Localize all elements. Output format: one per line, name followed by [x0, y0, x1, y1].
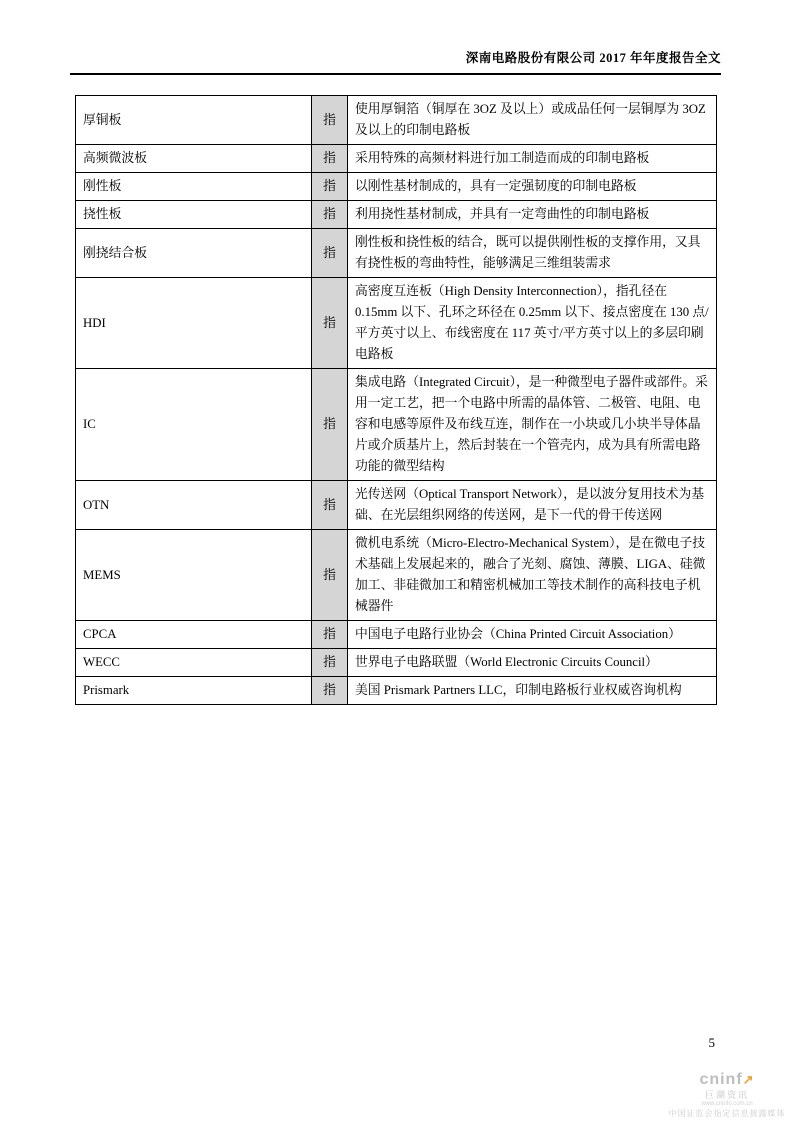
- zhi-cell: 指: [312, 649, 348, 677]
- term-cell: WECC: [76, 649, 312, 677]
- definition-cell: 利用挠性基材制成，并具有一定弯曲性的印制电路板: [348, 201, 717, 229]
- table-row: [76, 530, 717, 621]
- zhi-cell: 指: [312, 481, 348, 530]
- table-row: [76, 677, 717, 705]
- definition-cell: 集成电路（Integrated Circuit），是一种微型电子器件或部件。采用一定工艺，把一个电路中所需的晶体管、二极管、电阻、电容和电感等原件及布线互连，制作在一小块或几小块半导体晶片或介质基片上，然后封装在一个管壳内，成为具有所需电路功能的微型结构: [348, 369, 717, 481]
- cninfo-watermark: [667, 1070, 787, 1119]
- term-cell: 刚挠结合板: [76, 229, 312, 278]
- definition-cell: 光传送网（Optical Transport Network），是以波分复用技术为基础、在光层组织网络的传送网，是下一代的骨干传送网: [348, 481, 717, 530]
- definition-cell: 高密度互连板（High Density Interconnection），指孔径在 0.15mm 以下、孔环之环径在 0.25mm 以下、接点密度在 130 点/平方英寸以上、布线密度在 117 英寸/平方英寸以上的多层印刷电路板: [348, 278, 717, 369]
- term-cell: MEMS: [76, 530, 312, 621]
- definition-cell: 世界电子电路联盟（World Electronic Circuits Council）: [348, 649, 717, 677]
- definition-cell: 使用厚铜箔（铜厚在 3OZ 及以上）或成品任何一层铜厚为 3OZ 及以上的印制电路板: [348, 96, 717, 145]
- zhi-cell: 指: [312, 145, 348, 173]
- table-row: [76, 621, 717, 649]
- definition-cell: 中国电子电路行业协会（China Printed Circuit Association）: [348, 621, 717, 649]
- zhi-cell: 指: [312, 530, 348, 621]
- table-row: [76, 369, 717, 481]
- definition-cell: 以刚性基材制成的，具有一定强韧度的印制电路板: [348, 173, 717, 201]
- definition-cell: 采用特殊的高频材料进行加工制造而成的印制电路板: [348, 145, 717, 173]
- watermark-brand: 巨潮资讯: [704, 1090, 749, 1100]
- table-row: [76, 201, 717, 229]
- zhi-cell: 指: [312, 96, 348, 145]
- watermark-caption: 中国证监会指定信息披露媒体: [668, 1108, 786, 1118]
- table-row: [76, 278, 717, 369]
- table-row: [76, 173, 717, 201]
- definition-cell: 刚性板和挠性板的结合，既可以提供刚性板的支撑作用，又具有挠性板的弯曲特性，能够满足三维组装需求: [348, 229, 717, 278]
- zhi-cell: 指: [312, 201, 348, 229]
- term-cell: CPCA: [76, 621, 312, 649]
- zhi-cell: 指: [312, 621, 348, 649]
- term-cell: 厚铜板: [76, 96, 312, 145]
- term-cell: 刚性板: [76, 173, 312, 201]
- definitions-table: [75, 95, 717, 705]
- definition-cell: 微机电系统（Micro-Electro-Mechanical System），是在微电子技术基础上发展起来的，融合了光刻、腐蚀、薄膜、LIGA、硅微加工、非硅微加工和精密机械加工等技术制作的高科技电子机械器件: [348, 530, 717, 621]
- zhi-cell: 指: [312, 369, 348, 481]
- table-row: [76, 481, 717, 530]
- term-cell: IC: [76, 369, 312, 481]
- term-cell: 高频微波板: [76, 145, 312, 173]
- page-header-title: 深南电路股份有限公司 2017 年年度报告全文: [70, 48, 721, 75]
- term-cell: HDI: [76, 278, 312, 369]
- zhi-cell: 指: [312, 677, 348, 705]
- zhi-cell: 指: [312, 278, 348, 369]
- cninfo-arrow-icon: ↗: [742, 1072, 755, 1087]
- term-cell: Prismark: [76, 677, 312, 705]
- cninfo-logo: [667, 1070, 787, 1090]
- table-row: [76, 229, 717, 278]
- zhi-cell: 指: [312, 173, 348, 201]
- table-row: [76, 145, 717, 173]
- table-row: [76, 96, 717, 145]
- zhi-cell: 指: [312, 229, 348, 278]
- definition-cell: 美国 Prismark Partners LLC，印制电路板行业权威咨询机构: [348, 677, 717, 705]
- term-cell: OTN: [76, 481, 312, 530]
- term-cell: 挠性板: [76, 201, 312, 229]
- table-row: [76, 649, 717, 677]
- cninfo-logo-text: cninf: [699, 1071, 743, 1088]
- page-number: 5: [708, 1035, 715, 1050]
- watermark-url: www.cninfo.com.cn: [701, 1101, 753, 1108]
